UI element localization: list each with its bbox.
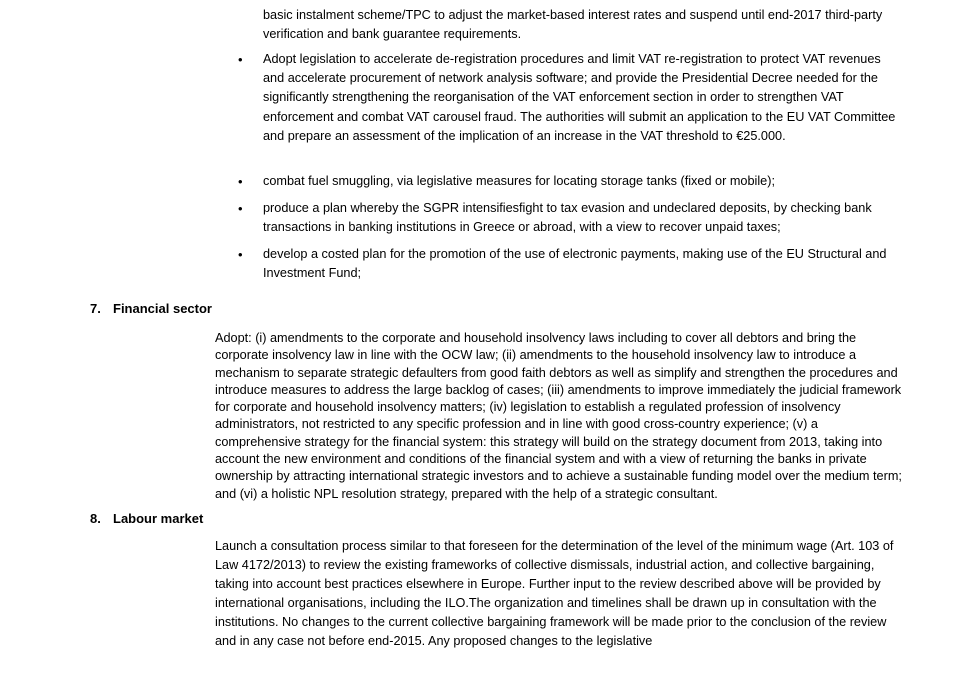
section-body-labour-market: Launch a consultation process similar to that foreseen for the determination of the level of the minimum wage (Art. 103 of Law 4172/2013) to review the existing frameworks of collective dismissals, industrial action, and collective bargaining, taking into account best practices elsewhere in Europe. Further input to the review described above will be provided by international organisations, including the ILO.The organization and timelines shall be drawn up in consultation with the institutions. No changes to the current collective bargaining framework will be made prior to the conclusion of the review and in any case not before end-2015. Any proposed changes to the legislative <box>215 539 894 649</box>
section-title: Labour market <box>113 511 204 526</box>
continuation-paragraph: basic instalment scheme/TPC to adjust the market-based interest rates and suspend until end-2017 third-party verification and bank guarantee requirements. <box>263 8 883 42</box>
bullet-marker: • <box>238 174 243 189</box>
bullet-marker: • <box>238 201 243 216</box>
bullet-marker: • <box>238 52 243 67</box>
list-item-text: produce a plan whereby the SGPR intensifiesfight to tax evasion and undeclared deposits, by checking bank transactions in banking institutions in Greece or abroad, with a view to recover unpaid taxes; <box>263 201 872 235</box>
bullet-marker: • <box>238 247 243 262</box>
section-title: Financial sector <box>113 301 212 316</box>
list-item-text: Adopt legislation to accelerate de-registration procedures and limit VAT re-registration to protect VAT revenues and accelerate procurement of network analysis software; and provide the Presidential Decree needed for the significantly strengthening the reorganisation of the VAT enforcement section in order to strengthen VAT enforcement and combat VAT carousel fraud. The authorities will submit an application to the EU VAT Committee and prepare an assessment of the implication of an increase in the VAT threshold to €25.000. <box>263 52 896 143</box>
section-number: 7. <box>90 301 101 316</box>
section-body-financial-sector: Adopt: (i) amendments to the corporate and household insolvency laws including to cover all debtors and bring the corporate insolvency law in line with the OCW law; (ii) amendments to the household insolvency law to introduce a mechanism to separate strategic defaulters from good faith debtors as well as simplify and strengthen the procedures and introduce measures to address the large backlog of cases; (iii) amendments to improve immediately the judicial framework for corporate and household insolvency matters; (iv) legislation to establish a regulated profession of insolvency administrators, not restricted to any specific profession and in line with good cross-country experience; (v) a comprehensive strategy for the financial system: this strategy will build on the strategy document from 2013, taking into account the new environment and conditions of the financial system and with a view of returning the banks in private ownership by attracting international strategic investors and to achieve a sustainable funding model over the medium term; and (vi) a holistic NPL resolution strategy, prepared with the help of a strategic consultant. <box>215 331 902 501</box>
list-item-text: develop a costed plan for the promotion of the use of electronic payments, making use of the EU Structural and Investment Fund; <box>263 247 887 281</box>
section-number: 8. <box>90 511 101 526</box>
list-item-text: combat fuel smuggling, via legislative measures for locating storage tanks (fixed or mobile); <box>263 174 775 188</box>
